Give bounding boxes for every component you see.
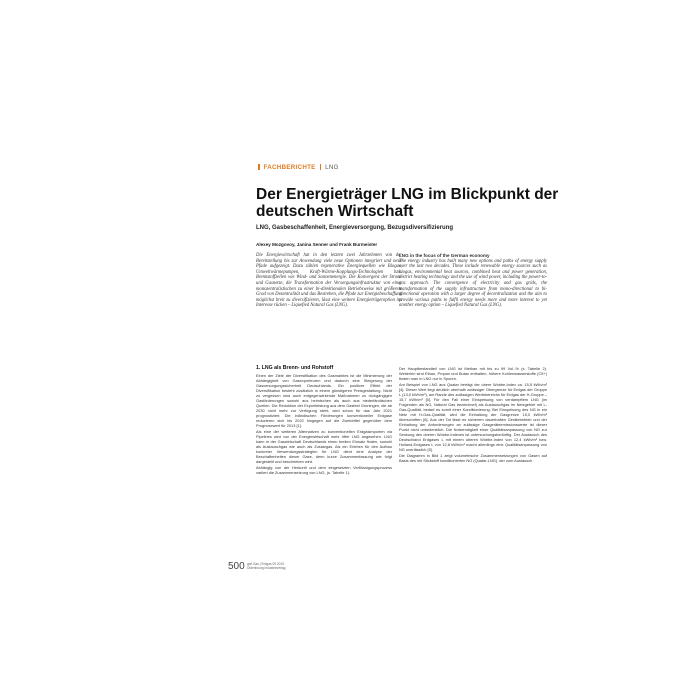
body-paragraph: Als eine der weiteren Alternativen zu konventionellen Erdgasimporten via Pipelines wird von der Energiewirtschaft mehr öfter LNG angesehen. LNG kann in der Gaswirtschaft Deutschlands einen breiten Einsatz finden, sowohl als Austauschgas wie auch als Zusatzgas. Als ein Erleben für den Aufbau konkreter Verwendungsstrategien für LNG dient eine Analyse der Beschaffenheiten dieser Gase, denn kurze Zusammenfassung wie folgt dargestellt und beschrieben wird. (256, 429, 392, 464)
body-paragraph: Einen der Ziele der Diversifikation des Gasmarktes ist die Minimierung der Abhängigkeit von Gasexporteuren und dadurch eine Steigerung der Gasversorgungssicherheit Deutschlands. Ein positiver Effekt der Diversifikation besteht zusätzlich in einem günstigeren Preisgestaltung. Nicht zu vergessen sind auch entgegenwirkende Maßnahmen zu rückgängigen Gasförderungen sowohl aus heimischen als auch aus niederländischen Quellen. Die Reduktion der Exportleistung aus dem Gasfeld Groningen, die ab 2030 nicht mehr zur Verfügung steht, wird schon für das Jahr 2021 prognostiziert. Die inländischen Förderungen konventioneller Erdgase reduzieren sich bis 2022 hingegen auf die Zweidrittel gegenüber dem Prognosewert für 2013 [1]. (256, 373, 392, 428)
abstract-english-text: The energy industry has built many new options and paths of energy supply over the last two decades. These include renewable energy sources such as biogas, environmental heat sources, combined heat and power generation, district heating technology and the use of wind power, including the power-to-gas approach. The convergence of electricity and gas grids, the transformation of the supply infrastructure from mono-directional to bi-directional operation with a larger degree of decentralization and the aim to provide various paths to fulfil energy needs more and more interest to yet another energy option – Liquefied Natural Gas (LNG). (399, 258, 547, 309)
section-heading: 1. LNG als Brenn- und Rohstoff (256, 365, 334, 371)
abstract-english-heading: LNG in the focus of the German economy (399, 253, 490, 258)
section-bar (258, 164, 260, 170)
body-paragraph: Abhängig von der Herkunft und dem eingesetzten Verflüssigungsprozess variiert die Zusammensetzung von LNG, (s. Tabelle 1). (256, 465, 392, 475)
abstract-english (399, 253, 547, 309)
section-category: FACHBERICHTE (263, 164, 316, 171)
body-paragraph: Die Diagramm in Bild 1 zeigt volumetrische Zusammensetzungen von Gasen auf Basis des mit Stickstoff konditionierten NG (Quatar-LNG), der zum Austausch (399, 453, 547, 463)
section-divider (320, 164, 322, 170)
body-column-right (399, 366, 547, 464)
article-authors: Alexey Mozgovoy, Janina Senner und Frank Burmeister (256, 242, 378, 247)
section-header (256, 164, 339, 171)
page-number: 500 (228, 561, 245, 572)
journal-info: gwf-Gas | Erdgas 09 2015 Oldenbourg Industrieverlag (247, 562, 286, 570)
article-subtitle: LNG, Gasbeschaffenheit, Energieversorgung, Bezugsdiversifizierung (256, 225, 454, 231)
article-title: Der Energieträger LNG im Blickpunkt der deutschen Wirtschaft (256, 186, 559, 220)
body-paragraph: Der Hauptbestandteil von LNG ist Methan mit bis zu 99 Vol.-% (s. Tabelle 2). Weiterhin sind Ethan, Propan und Butan enthalten, höhere Kohlenwasserstoffe (C5+) finden man in LNG nur in Spuren. (399, 366, 547, 381)
body-column-left (256, 366, 392, 476)
section-topic: LNG (325, 164, 339, 171)
abstract-german: Die Energiewirtschaft hat in den letzten zwei Jahrzehnten von der Bereitstellung bis zur Anwendung viele neue Optionen integriert und neue Pfade aufgezeigt. Dazu zählen regenerative Energiequellen wie Biogas, Umweltwärmepumpen, Kraft-Wärme-Kopplungs-Technologien bzw. Brennstoffzellen wie Wind- und Sonnenenergie. Die Konvergenz der Strom- und Gasnetze, die Transformation der Versorgungsinfrastruktur von einer monozentralistischen zu einer bi-direktionalen Betriebsweise mit größerem Grad von Dezentralität und das Bestreben, die Pfade zur Energiebeschaffung möglichst breit zu diversifizieren, lässt eine weitere Energieträgeroption ins Interesse rücken – Liquefied Natural Gas (LNG). (256, 253, 402, 309)
body-paragraph: Am Beispiel von LNG aus Quatar beträgt der obere Wobbe-Index ca. 15,5 kWh/m³ [4]. Dieser Wert liegt deutlich oberhalb zulässiger Obergrenze für Erdgas der Gruppe L (13,0 kWh/m³), am Rande des zulässigen Wertebereichs für Erdgas der H-Gruppe – 15,7 kWh/m³ [5]. Für den Fall einer Einspeisung von verdampftem LNG (im Folgenden als NG, Natural Gas bezeichnet) als Austauschgas im Netzgebiet mit L-Gas-Qualität, bedarf es somit einer Konditionierung. Bei Einspeisung des NG in ein Netz mit H-Gas-Qualität, wird die Einhaltung der Gasgrenze 15,0 kWh/m³ überschritten [6]. Aus der Tat lässt es sicherem dauerhaften Gerätebetrieb und der Einhaltung der Anforderungen an zulässige Gasgeräteemissionswerte ist dieser Punkt nicht unbedenklich. Die Notwendigkeit einer Qualitätsanpassung von NG zur Senkung des oberen Wobbe-Indexes ist untersuchungsbedürftig. Der Austausch des Deutschland Erdgases L mit einem oberen Wobbe-Index von 12,4 kWh/m³ bzw. Holland-Erdgases L von 12,8 kWh/m³ macht allerdings eine Qualitätsanpassung von NG unerlässlich [5]. (399, 382, 547, 452)
